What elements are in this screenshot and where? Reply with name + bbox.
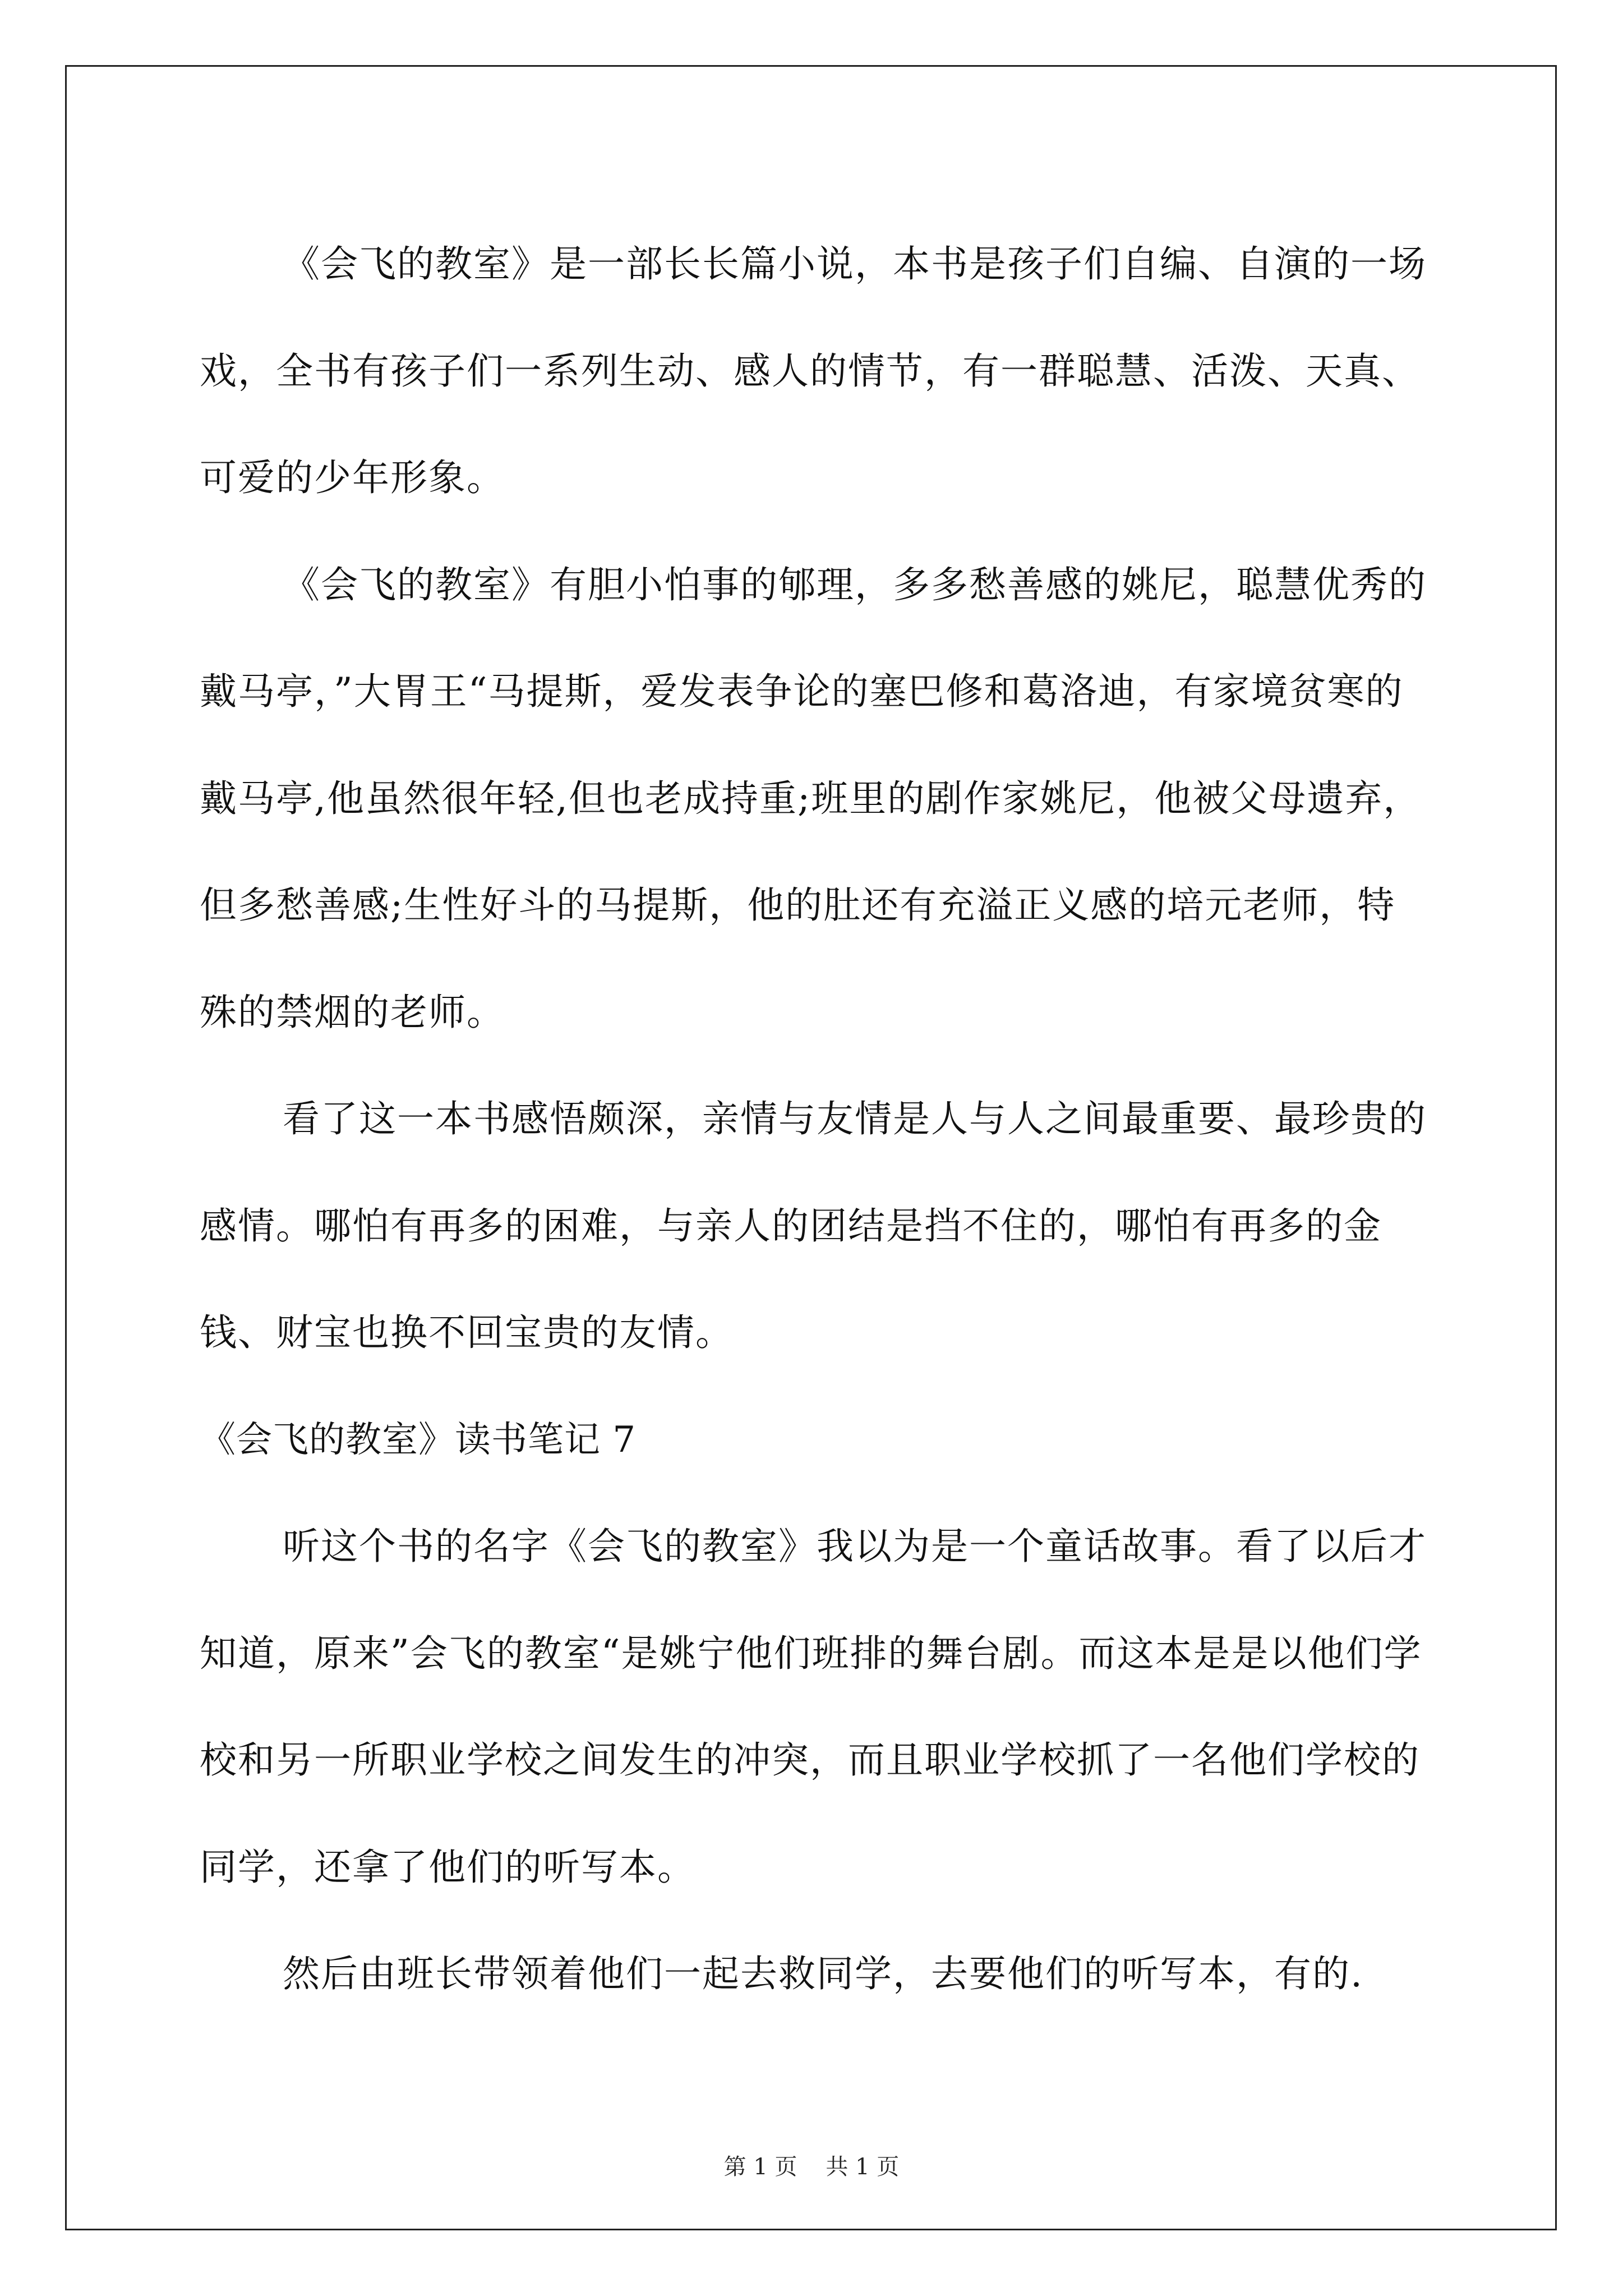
paragraph-2: 《会飞的教室》有胆小怕事的郇理，多多愁善感的姚尼，聪慧优秀的戴马亭，”大胃王“马提斯，爱发表争论的塞巴修和葛洛迪，有家境贫寒的戴马亭,他虽然很年轻,但也老成持重;班里的剧作家姚尼，他被父母遗弃，但多愁善感;生性好斗的马提斯，他的肚还有充溢正义感的培元老师，特殊的禁烟的老师。 (200, 563, 1427, 1034)
paragraph-5: 然后由班长带领着他们一起去救同学，去要他们的听写本，有的. (283, 1952, 1363, 1995)
document-body (200, 211, 1433, 2028)
page-footer (0, 2153, 1623, 2181)
section-heading: 《会飞的教室》读书笔记 7 (200, 1419, 637, 1461)
paragraph-1: 《会飞的教室》是一部长长篇小说，本书是孩子们自编、自演的一场戏，全书有孩子们一系列生动、感人的情节，有一群聪慧、活泼、天真、可爱的少年形象。 (200, 242, 1427, 499)
paragraph-3: 看了这一本书感悟颇深，亲情与友情是人与人之间最重要、最珍贵的感情。哪怕有再多的困难，与亲人的团结是挡不住的，哪怕有再多的金钱、财宝也换不回宝贵的友情。 (200, 1097, 1427, 1354)
page-number: 第 1 页 (723, 2154, 797, 2180)
page-total: 共 1 页 (826, 2154, 900, 2180)
paragraph-4: 听这个书的名字《会飞的教室》我以为是一个童话故事。看了以后才知道，原来”会飞的教室“是姚宁他们班排的舞台剧。而这本是是以他们学校和另一所职业学校之间发生的冲突，而且职业学校抓了一名他们学校的同学，还拿了他们的听写本。 (200, 1525, 1427, 1889)
